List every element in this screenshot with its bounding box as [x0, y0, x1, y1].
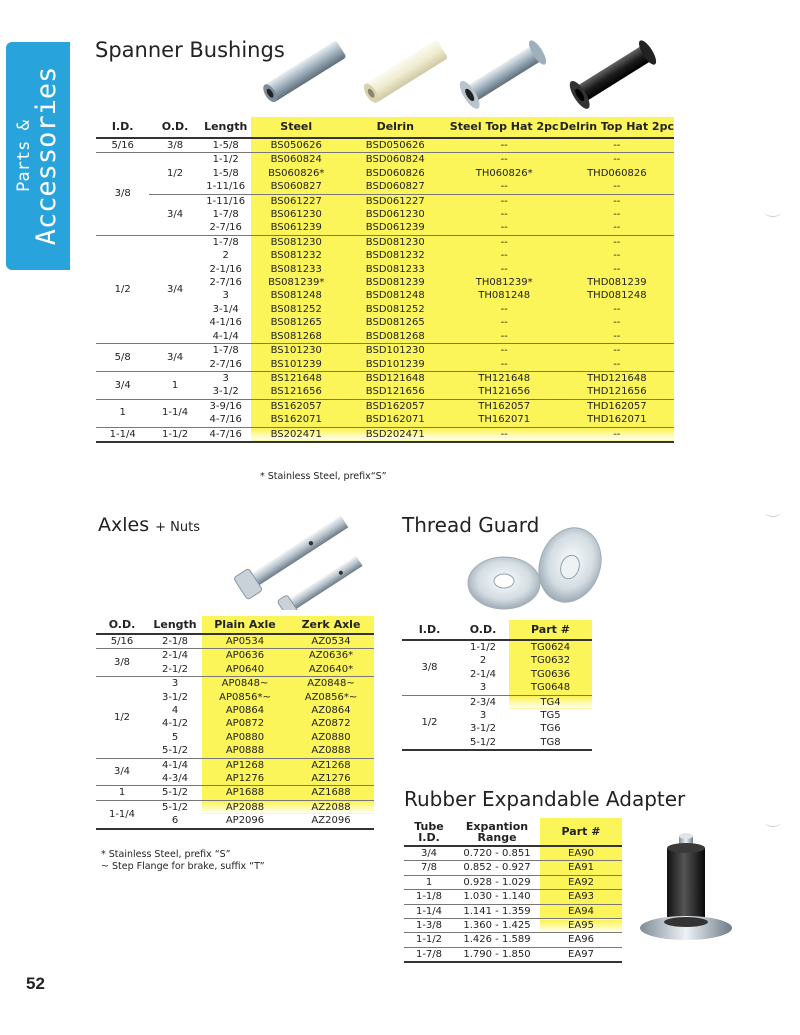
cell: AZ0848~	[288, 677, 374, 691]
cell: --	[449, 138, 560, 153]
cell: 2-1/16	[209, 263, 242, 275]
cell: AZ0856*~	[288, 691, 374, 704]
cell: 3-1/2	[212, 386, 239, 398]
cell: BSD081268	[342, 330, 449, 344]
page-number: 52	[26, 974, 45, 993]
cell: --	[560, 316, 674, 329]
page-edge-mark	[765, 508, 781, 517]
spanner-header-od: O.D.	[149, 117, 200, 138]
cell: --	[449, 303, 560, 316]
cell: --	[560, 263, 674, 276]
cell: BSD061230	[342, 208, 449, 221]
cell: TG8	[540, 736, 561, 748]
table-row	[96, 427, 674, 442]
axles-header-plain: Plain Axle	[202, 616, 288, 634]
cell: 1-5/8	[212, 140, 239, 151]
cell: 3-1/2	[469, 723, 497, 735]
cell: 5/8	[96, 344, 149, 372]
cell: --	[560, 138, 674, 153]
cell: 3	[201, 371, 251, 385]
cell: 1-1/2	[404, 933, 454, 947]
tab-line1: Parts &	[14, 120, 34, 192]
spanner-table	[96, 117, 674, 443]
cell: 1/2	[402, 695, 457, 750]
cell: --	[449, 180, 560, 194]
table-row	[96, 649, 374, 663]
table-row	[404, 904, 622, 918]
cell: 3/4	[149, 344, 200, 372]
cell: EA94	[540, 904, 622, 918]
spanner-title: Spanner Bushings	[95, 38, 285, 62]
cell: 3/4	[149, 194, 200, 235]
cell: BS081233	[251, 263, 342, 276]
cell: BS060824	[251, 153, 342, 167]
cell: AZ0888	[288, 744, 374, 758]
cell: 3/4	[96, 371, 149, 399]
cell: --	[560, 330, 674, 344]
cell: --	[449, 316, 560, 329]
cell: 1-5/8	[212, 167, 239, 179]
cell: AZ0636*	[288, 649, 374, 663]
spanner-header-delrin: Delrin	[342, 117, 449, 138]
cell: 4-1/2	[161, 718, 189, 730]
cell: THD060826	[560, 167, 674, 180]
cell: AP0534	[202, 634, 288, 649]
cell: TH081239*	[449, 276, 560, 289]
cell: 1-1/2	[469, 642, 497, 653]
cell: --	[560, 427, 674, 442]
tab-line2: Accessories	[31, 66, 62, 246]
cell: 4-1/4	[212, 330, 239, 342]
cell: BSD050626	[342, 138, 449, 153]
cell: 2-3/4	[457, 695, 509, 709]
cell: 3/4	[96, 758, 148, 786]
cell: --	[560, 208, 674, 221]
rubber-header-part: Part #	[540, 818, 622, 846]
cell: 1-11/16	[201, 194, 251, 208]
cell: 1-7/8	[201, 344, 251, 358]
cell: --	[449, 358, 560, 372]
cell: 2-7/16	[209, 277, 242, 289]
cell: BSD081265	[342, 316, 449, 329]
cell: 1.360 - 1.425	[454, 919, 540, 933]
spanner-header-steel-top-hat: Steel Top Hat 2pc	[449, 117, 560, 138]
cell: BSD081252	[342, 303, 449, 316]
cell: 1	[96, 786, 148, 800]
cell: BS081239*	[251, 276, 342, 289]
cell: TH162057	[449, 399, 560, 413]
axles-table	[96, 616, 374, 830]
cell: EA92	[540, 875, 622, 889]
cell: 3/4	[420, 848, 438, 859]
table-row	[402, 640, 592, 654]
cell: AP0880	[202, 731, 288, 744]
cell: 4-1/16	[209, 317, 242, 329]
cell: --	[560, 235, 674, 249]
cell: 4-7/16	[201, 427, 251, 442]
cell: 5-1/2	[469, 736, 497, 748]
cell: 1.426 - 1.589	[454, 933, 540, 947]
cell: --	[560, 221, 674, 235]
cell: BSD081232	[342, 249, 449, 262]
cell: EA95	[540, 919, 622, 933]
table-row	[96, 235, 674, 249]
table-row	[96, 194, 674, 208]
tg-header-id: I.D.	[402, 620, 457, 640]
table-row	[96, 371, 674, 385]
cell: TG0632	[509, 654, 592, 667]
spanner-header-length: Length	[201, 117, 251, 138]
axles-title	[98, 514, 200, 536]
cell: BS081248	[251, 289, 342, 302]
cell: BS061230	[251, 208, 342, 221]
cell: BSD202471	[342, 427, 449, 442]
cell: AP0888	[202, 744, 288, 758]
spanner-header-id: I.D.	[96, 117, 149, 138]
cell: TH162071	[449, 413, 560, 427]
cell: 1-11/16	[206, 181, 246, 193]
cell: THD162057	[560, 399, 674, 413]
cell: BS101239	[251, 358, 342, 372]
cell: BSD121648	[342, 371, 449, 385]
cell: AP0864	[202, 704, 288, 717]
table-row	[404, 875, 622, 889]
table-row	[404, 947, 622, 962]
cell: AP0640	[202, 663, 288, 677]
cell: BSD162071	[342, 413, 449, 427]
table-row	[96, 800, 374, 814]
table-row	[404, 933, 622, 947]
axle-image	[228, 510, 368, 610]
cell: --	[560, 194, 674, 208]
cell: 2-1/4	[148, 649, 202, 663]
cell: 1-1/4	[149, 399, 200, 427]
cell: BSD121656	[342, 385, 449, 399]
cell: AZ2088	[288, 800, 374, 814]
cell: BS202471	[251, 427, 342, 442]
cell: 5/16	[110, 636, 134, 647]
cell: AZ0880	[288, 731, 374, 744]
thread-guard-table	[402, 620, 592, 751]
cell: BS060826*	[251, 167, 342, 180]
cell: BS101230	[251, 344, 342, 358]
cell: THD121648	[560, 371, 674, 385]
cell: TH060826*	[449, 167, 560, 180]
cell: BS081230	[251, 235, 342, 249]
cell: AP2096	[225, 815, 265, 827]
steel-bushing-image	[252, 36, 357, 108]
cell: AZ0640*	[288, 663, 374, 677]
cell: --	[449, 263, 560, 276]
cell: --	[449, 235, 560, 249]
cell: BSD061227	[342, 194, 449, 208]
table-row	[96, 786, 374, 800]
thread-guard-image	[462, 523, 602, 615]
cell: BS121648	[251, 371, 342, 385]
cell: BSD060824	[342, 153, 449, 167]
cell: BS162057	[251, 399, 342, 413]
cell: AP1276	[202, 772, 288, 786]
axles-title-text: Axles	[98, 514, 150, 536]
axles-header-zerk: Zerk Axle	[288, 616, 374, 634]
cell: 1-1/2	[149, 427, 200, 442]
rubber-adapter-title: Rubber Expandable Adapter	[404, 787, 686, 811]
cell: --	[449, 208, 560, 221]
cell: --	[449, 194, 560, 208]
cell: EA90	[540, 846, 622, 861]
cell: --	[449, 153, 560, 167]
cell: 0.852 - 0.927	[454, 861, 540, 875]
cell: 1-7/8	[212, 209, 239, 221]
cell: 5-1/2	[148, 786, 202, 800]
page-edge-mark	[765, 818, 781, 827]
cell: 3	[479, 710, 487, 722]
thread-guard-title: Thread Guard	[402, 513, 540, 537]
delrin-bushing-image	[355, 36, 455, 108]
cell: AP0856*~	[202, 691, 288, 704]
cell: BS060827	[251, 180, 342, 194]
cell: 3	[148, 677, 202, 691]
cell: AP1268	[202, 758, 288, 772]
cell: BS121656	[251, 385, 342, 399]
cell: BSD101230	[342, 344, 449, 358]
cell: BSD060826	[342, 167, 449, 180]
cell: 1-1/8	[404, 890, 454, 904]
table-row	[402, 695, 592, 709]
section-tab	[6, 42, 70, 270]
delrin-top-hat-image	[560, 36, 670, 111]
cell: 2-1/4	[469, 668, 497, 680]
cell: 1.790 - 1.850	[454, 947, 540, 962]
cell: BS162071	[251, 413, 342, 427]
table-row	[96, 153, 674, 167]
tg-header-part: Part #	[509, 620, 592, 640]
cell: AP0872	[202, 717, 288, 730]
cell: --	[560, 249, 674, 262]
cell: 1	[404, 875, 454, 889]
table-row	[96, 138, 674, 153]
cell: THD081248	[560, 289, 674, 302]
cell: BSD081239	[342, 276, 449, 289]
cell: TG0648	[509, 681, 592, 695]
table-row	[404, 890, 622, 904]
page-edge-mark	[765, 208, 781, 217]
cell: BS050626	[251, 138, 342, 153]
cell: TG5	[540, 710, 561, 722]
cell: BSD162057	[342, 399, 449, 413]
cell: 1-1/2	[201, 153, 251, 167]
cell: AZ1688	[288, 786, 374, 800]
cell: --	[560, 344, 674, 358]
rubber-adapter-image	[636, 830, 736, 950]
cell: 1-1/4	[96, 427, 149, 442]
cell: --	[560, 180, 674, 194]
cell: --	[560, 358, 674, 372]
cell: 3/8	[96, 649, 148, 677]
axles-header-length: Length	[148, 616, 202, 634]
cell: --	[449, 249, 560, 262]
cell: 3	[222, 290, 229, 302]
cell: 2-1/2	[161, 663, 189, 675]
cell: TH081248	[449, 289, 560, 302]
cell: THD081239	[560, 276, 674, 289]
cell: 4	[171, 705, 179, 717]
cell: 2-7/16	[209, 222, 242, 234]
cell: TG6	[540, 723, 561, 735]
cell: BSD101239	[342, 358, 449, 372]
axles-note-step-flange: ~ Step Flange for brake, suffix “T”	[101, 861, 265, 872]
cell: BS081252	[251, 303, 342, 316]
rubber-header-tube: Tube I.D.	[404, 818, 454, 846]
cell: 1/2	[96, 677, 148, 758]
cell: 5-1/2	[161, 745, 189, 757]
cell: 1-1/4	[404, 904, 454, 918]
spanner-note: * Stainless Steel, prefix“S”	[260, 471, 387, 482]
rubber-adapter-table	[404, 818, 622, 963]
axles-note-stainless: * Stainless Steel, prefix “S”	[101, 849, 231, 860]
cell: 4-3/4	[161, 773, 189, 785]
cell: 5	[171, 731, 179, 743]
cell: 2	[479, 655, 487, 667]
cell: BSD081248	[342, 289, 449, 302]
cell: AZ0872	[288, 717, 374, 730]
cell: 3/4	[149, 235, 200, 343]
cell: AP2088	[202, 800, 288, 814]
cell: EA91	[540, 861, 622, 875]
cell: 1/2	[96, 235, 149, 343]
cell: 6	[171, 815, 179, 827]
table-row	[404, 846, 622, 861]
tg-header-od: O.D.	[457, 620, 509, 640]
cell: AZ0864	[288, 704, 374, 717]
cell: 3	[479, 682, 487, 694]
cell: AZ2096	[311, 815, 351, 827]
rubber-header-range: Expantion Range	[454, 818, 540, 846]
cell: TG0636	[509, 668, 592, 681]
cell: AP0848~	[202, 677, 288, 691]
spanner-header-steel: Steel	[251, 117, 342, 138]
cell: 4-7/16	[209, 414, 242, 426]
cell: 4-1/4	[148, 758, 202, 772]
cell: TG4	[509, 695, 592, 709]
cell: BS061227	[251, 194, 342, 208]
cell: 2-1/8	[161, 636, 189, 647]
cell: 3/8	[96, 153, 149, 235]
cell: 0.928 - 1.029	[454, 875, 540, 889]
table-row	[404, 861, 622, 875]
axles-subtitle: + Nuts	[155, 520, 201, 535]
cell: 0.720 - 0.851	[463, 848, 531, 859]
cell: EA93	[540, 890, 622, 904]
cell: 1.141 - 1.359	[454, 904, 540, 918]
cell: 1-1/4	[96, 800, 148, 828]
cell: 3-9/16	[201, 399, 251, 413]
cell: EA97	[540, 947, 622, 962]
cell: BS061239	[251, 221, 342, 235]
table-row	[96, 677, 374, 691]
cell: 3/8	[421, 662, 438, 674]
cell: 3-1/4	[212, 303, 239, 315]
cell: TG0624	[509, 640, 592, 654]
cell: BS081265	[251, 316, 342, 329]
cell: BSD081230	[342, 235, 449, 249]
cell: TH121656	[449, 385, 560, 399]
cell: AZ1276	[288, 772, 374, 786]
table-row	[96, 634, 374, 649]
cell: 1.030 - 1.140	[454, 890, 540, 904]
axles-header-od: O.D.	[96, 616, 148, 634]
cell: 1-7/8	[404, 947, 454, 962]
cell: 7/8	[404, 861, 454, 875]
table-row	[404, 919, 622, 933]
cell: 3-1/2	[161, 691, 189, 703]
cell: BSD060827	[342, 180, 449, 194]
cell: 5-1/2	[148, 800, 202, 814]
table-row	[96, 758, 374, 772]
cell: 5/16	[111, 140, 134, 151]
cell: TH121648	[449, 371, 560, 385]
cell: 2	[222, 250, 229, 262]
cell: --	[449, 221, 560, 235]
cell: AZ1268	[288, 758, 374, 772]
table-row	[96, 344, 674, 358]
cell: --	[449, 344, 560, 358]
table-row	[96, 399, 674, 413]
cell: BSD061239	[342, 221, 449, 235]
cell: --	[560, 153, 674, 167]
cell: BS081268	[251, 330, 342, 344]
cell: BS081232	[251, 249, 342, 262]
cell: AP0636	[202, 649, 288, 663]
cell: 1-3/8	[404, 919, 454, 933]
cell: BSD081233	[342, 263, 449, 276]
steel-top-hat-image	[450, 36, 560, 111]
cell: THD162071	[560, 413, 674, 427]
cell: THD121656	[560, 385, 674, 399]
spanner-header-delrin-top-hat: Delrin Top Hat 2pc	[560, 117, 674, 138]
cell: EA96	[540, 933, 622, 947]
cell: 3/8	[167, 140, 184, 151]
cell: 2-7/16	[209, 358, 242, 370]
cell: --	[560, 303, 674, 316]
cell: 1	[96, 399, 149, 427]
cell: AP1688	[202, 786, 288, 800]
cell: 1/2	[149, 153, 200, 194]
cell: --	[449, 427, 560, 442]
cell: 1	[149, 371, 200, 399]
cell: --	[449, 330, 560, 344]
cell: AZ0534	[288, 634, 374, 649]
cell: 1-7/8	[201, 235, 251, 249]
